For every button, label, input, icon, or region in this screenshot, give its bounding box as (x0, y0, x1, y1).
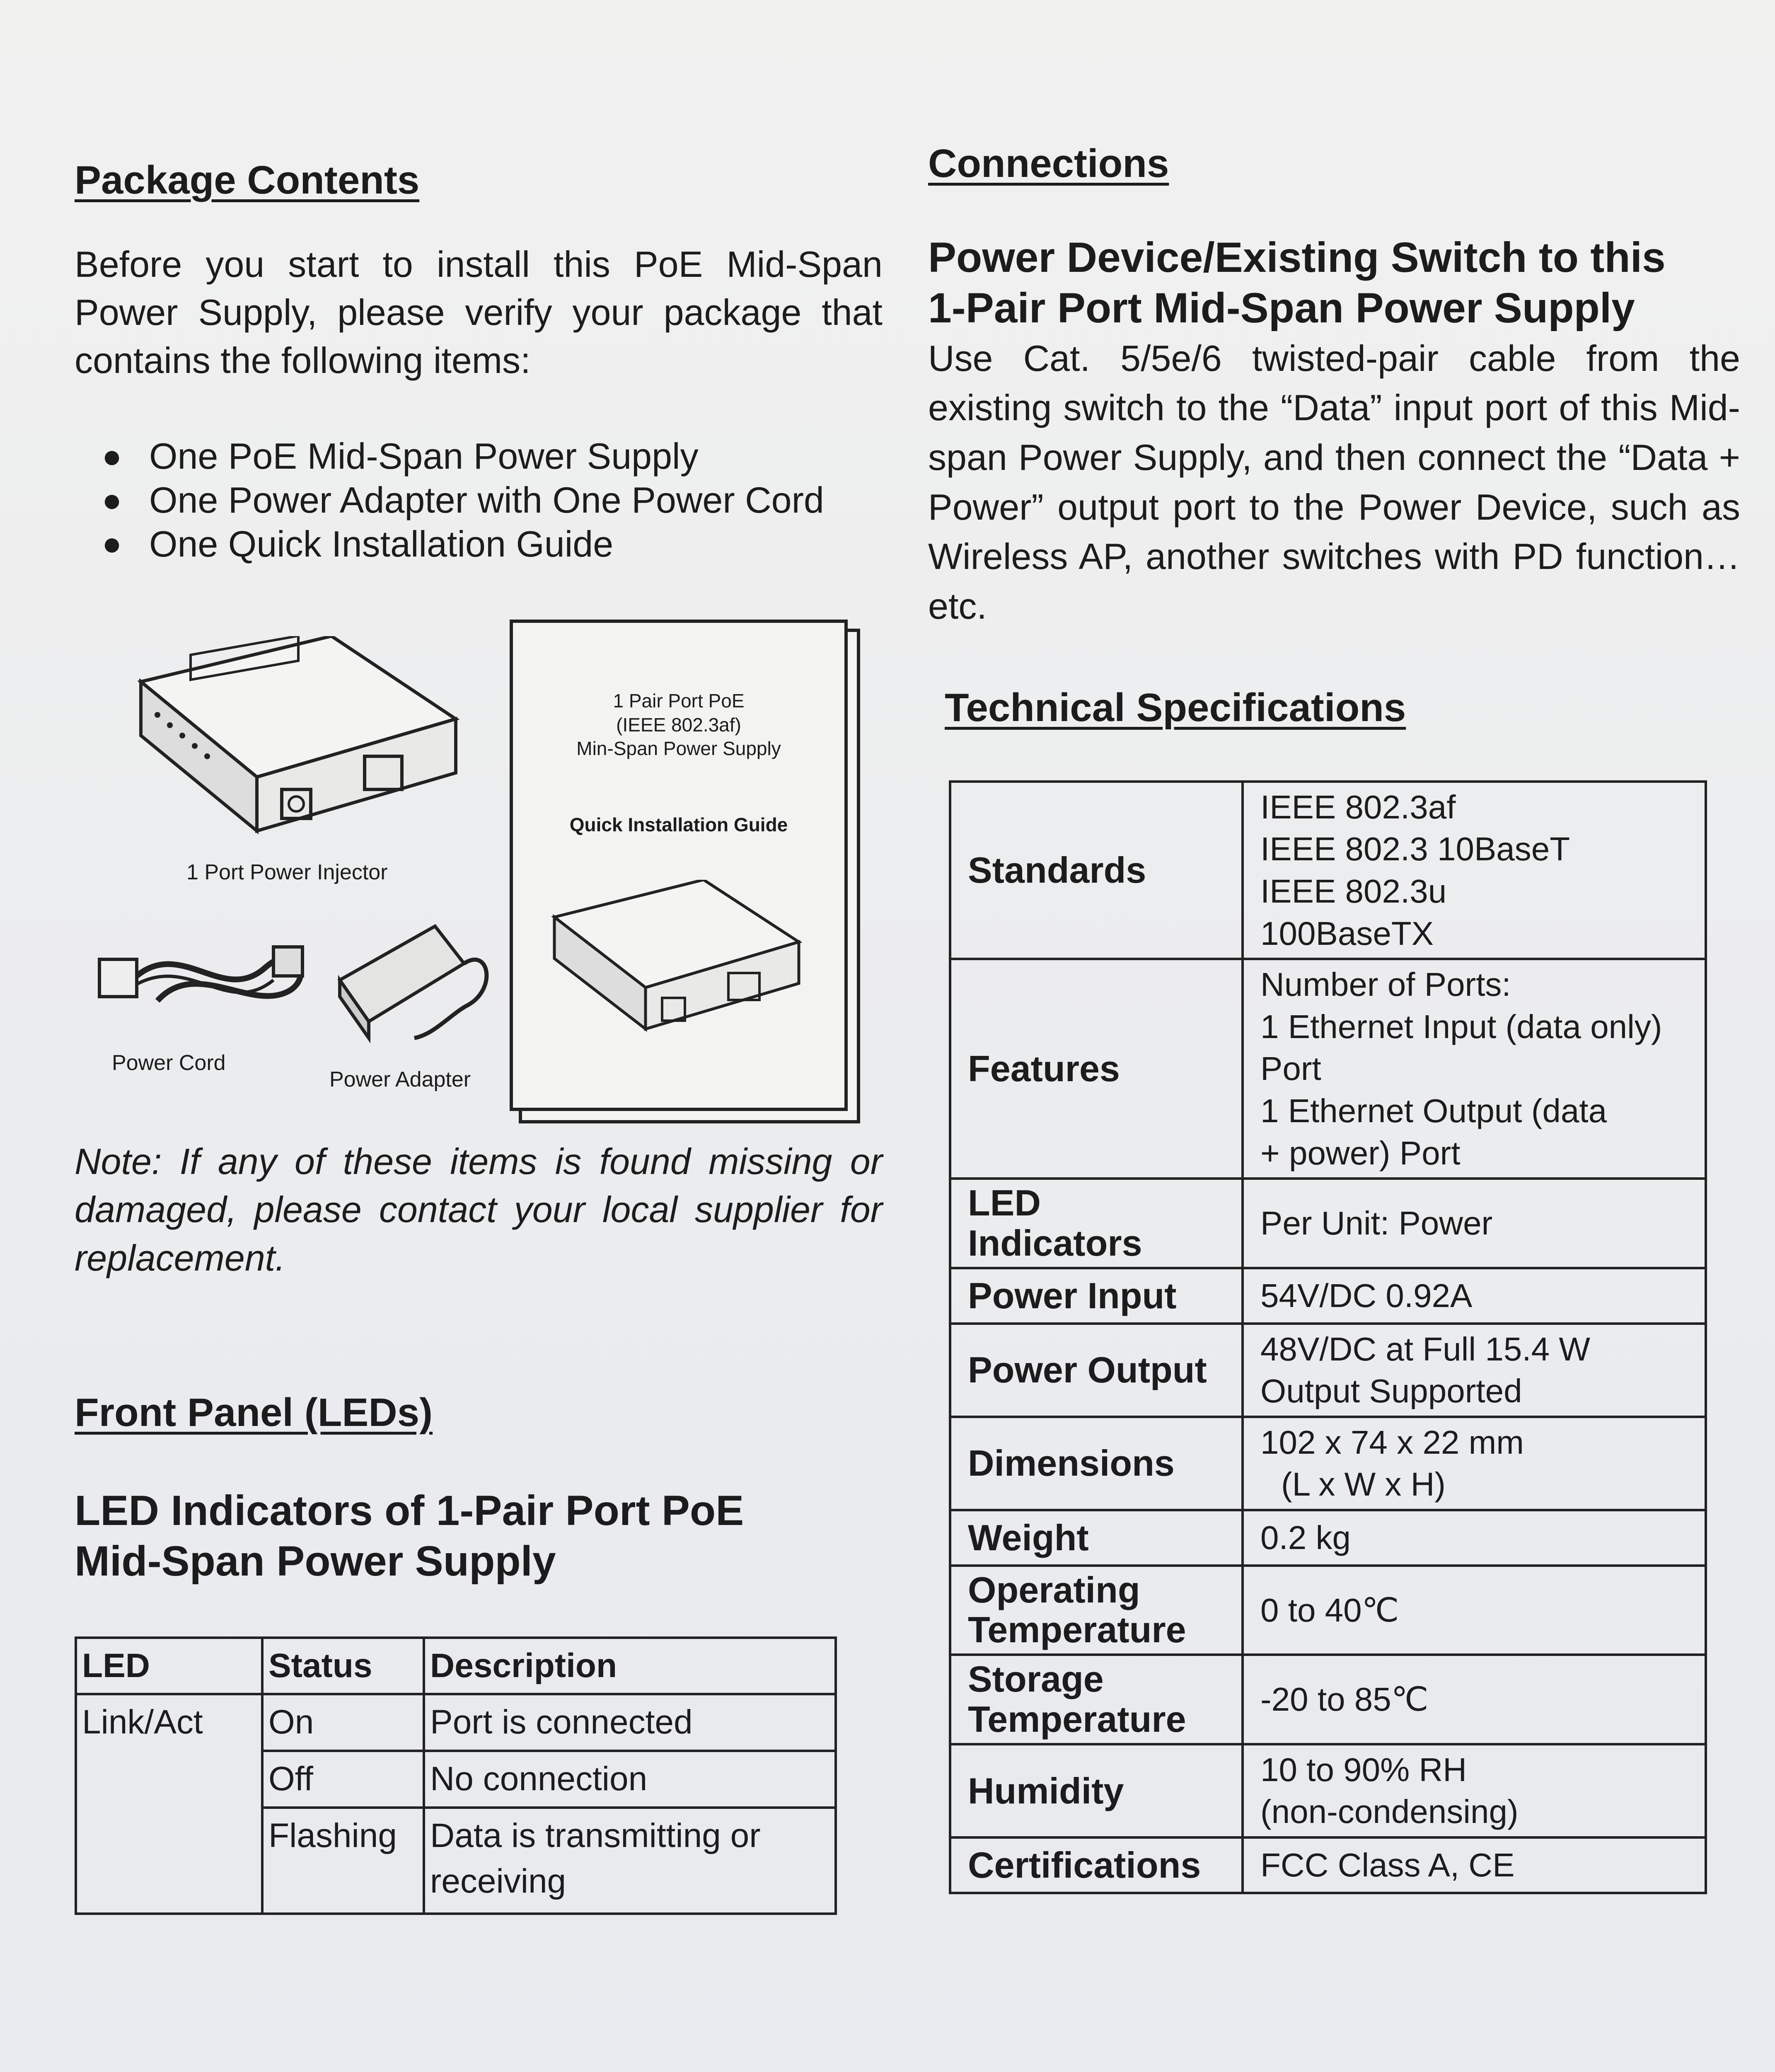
spec-key: Features (950, 959, 1243, 1179)
spec-value: 48V/DC at Full 15.4 W Output Supported (1243, 1324, 1706, 1417)
spec-key: Standards (950, 782, 1243, 959)
table-row (950, 782, 1706, 959)
bullet-icon: ● (102, 438, 122, 475)
guide-cover-line-2: (IEEE 802.3af) (616, 714, 741, 736)
connections-subheading: Power Device/Existing Switch to this 1-Pair Port Mid-Span Power Supply (928, 234, 1666, 332)
guide-cover-line-1: 1 Pair Port PoE (613, 690, 745, 712)
package-illustrations (75, 599, 883, 1138)
quick-installation-guide-illustration (510, 620, 848, 1111)
description-cell: Port is connected (424, 1694, 836, 1751)
spec-value: 102 x 74 x 22 mm (L x W x H) (1243, 1417, 1706, 1510)
table-row (950, 1655, 1706, 1744)
spec-value: 0.2 kg (1243, 1510, 1706, 1566)
guide-cover-title: Quick Installation Guide (569, 814, 788, 836)
table-row (950, 1744, 1706, 1837)
table-row (76, 1694, 836, 1751)
guide-cover-line-3: Min-Span Power Supply (576, 738, 781, 760)
spec-value: 10 to 90% RH (non-condensing) (1243, 1744, 1706, 1837)
spec-key: LED Indicators (950, 1179, 1243, 1268)
package-items-list (75, 434, 883, 566)
connections-heading: Connections (928, 141, 1169, 186)
spec-key: Humidity (950, 1744, 1243, 1837)
status-cell: On (262, 1694, 424, 1751)
list-item: ● One Power Adapter with One Power Cord (75, 478, 883, 522)
spec-value: 54V/DC 0.92A (1243, 1268, 1706, 1324)
spec-key: Weight (950, 1510, 1243, 1566)
table-row (950, 959, 1706, 1179)
technical-specifications-table (949, 780, 1707, 1894)
bullet-icon: ● (102, 525, 122, 562)
connections-body: Use Cat. 5/5e/6 twisted-pair cable from the existing switch to the “Data” input port of this Mid-span Power Supply, and then connect the “Data + Power” output port to the Power Device, such as Wireless AP, another switches with PD function…etc. (928, 337, 1740, 627)
technical-specifications-heading: Technical Specifications (945, 685, 1406, 730)
injector-caption: 1 Port Power Injector (186, 860, 388, 885)
spec-key: Certifications (950, 1837, 1243, 1893)
led-indicators-subheading: LED Indicators of 1-Pair Port PoE Mid-Span Power Supply (75, 1486, 744, 1585)
led-name-cell: Link/Act (76, 1694, 262, 1913)
package-note: Note: If any of these items is found missing or damaged, please contact your local supplier for replacement. (75, 1141, 883, 1278)
table-row (950, 1837, 1706, 1893)
status-cell: Off (262, 1751, 424, 1808)
power-cord-illustration (91, 922, 323, 1021)
power-injector-illustration (133, 636, 464, 852)
description-header: Description (424, 1638, 836, 1694)
guide-cover-device-icon (550, 880, 807, 1046)
spec-value: Per Unit: Power (1243, 1179, 1706, 1268)
spec-value: Number of Ports: 1 Ethernet Input (data only) Port 1 Ethernet Output (data + power) Port (1243, 959, 1706, 1179)
package-contents-heading: Package Contents (75, 158, 420, 202)
led-indicator-table (75, 1636, 837, 1915)
spec-key: Power Input (950, 1268, 1243, 1324)
table-row (950, 1510, 1706, 1566)
table-row (950, 1268, 1706, 1324)
status-cell: Flashing (262, 1808, 424, 1914)
right-column (928, 141, 1740, 1894)
power-adapter-caption: Power Adapter (329, 1067, 471, 1092)
table-row (76, 1638, 836, 1694)
spec-value: FCC Class A, CE (1243, 1837, 1706, 1893)
description-cell: No connection (424, 1751, 836, 1808)
description-cell: Data is transmitting or receiving (424, 1808, 836, 1914)
led-header: LED (76, 1638, 262, 1694)
list-item: ● One Quick Installation Guide (75, 522, 883, 566)
bullet-icon: ● (102, 481, 122, 518)
spec-value: -20 to 85℃ (1243, 1655, 1706, 1744)
table-row (950, 1417, 1706, 1510)
spec-key: Power Output (950, 1324, 1243, 1417)
table-row (950, 1324, 1706, 1417)
spec-value: IEEE 802.3af IEEE 802.3 10BaseT IEEE 802.3u 100BaseTX (1243, 782, 1706, 959)
left-column (75, 157, 883, 1915)
front-panel-heading: Front Panel (LEDs) (75, 1390, 433, 1435)
power-cord-caption: Power Cord (112, 1051, 226, 1075)
power-adapter-illustration (331, 914, 505, 1046)
table-row (950, 1179, 1706, 1268)
package-intro: Before you start to install this PoE Mid-Span Power Supply, please verify your package that contains the following items: (75, 244, 883, 381)
table-row (950, 1566, 1706, 1655)
list-item: ● One PoE Mid-Span Power Supply (75, 434, 883, 478)
status-header: Status (262, 1638, 424, 1694)
spec-key: Storage Temperature (950, 1655, 1243, 1744)
spec-key: Operating Temperature (950, 1566, 1243, 1655)
spec-value: 0 to 40℃ (1243, 1566, 1706, 1655)
spec-key: Dimensions (950, 1417, 1243, 1510)
